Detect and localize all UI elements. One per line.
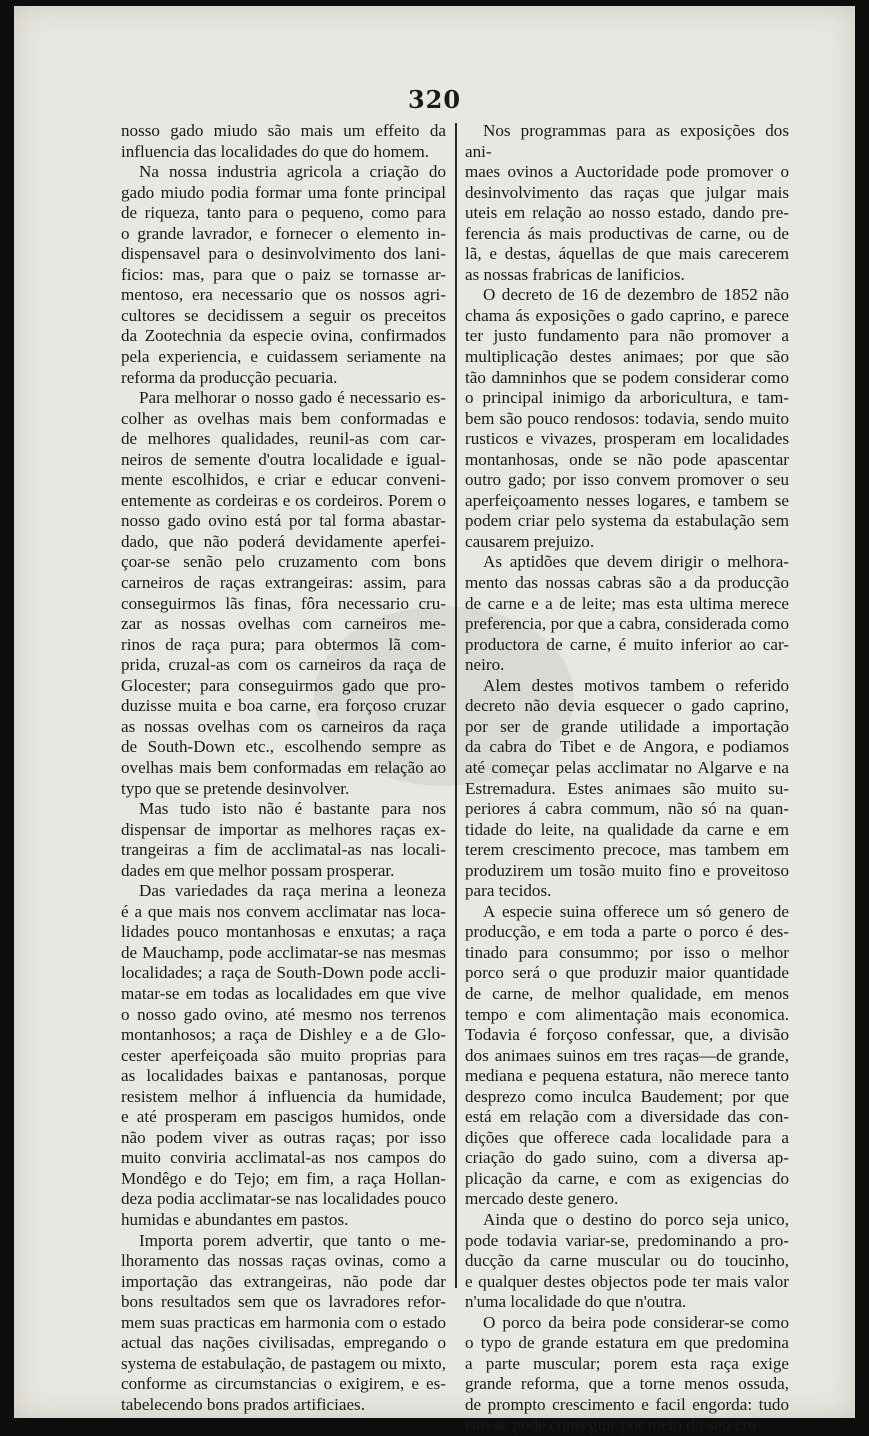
text-line: tão damninhos que se podem considerar como bbox=[465, 367, 789, 387]
page-number: 320 bbox=[407, 85, 462, 114]
text-line: muito conviria acclimatal-as nos campos do bbox=[121, 1148, 446, 1168]
text-line: trangeiras a fim de acclimatal-as nas locali- bbox=[121, 840, 446, 860]
text-line: dos animaes suinos em tres raças—de grande, bbox=[465, 1045, 789, 1065]
text-line: n'uma localidade do que n'outra. bbox=[465, 1292, 687, 1312]
text-line: podem criar pelo systema da estabulação sem bbox=[465, 511, 789, 531]
text-line: importação das extrangeiras, não pode dar bbox=[121, 1271, 446, 1291]
text-line: ovelhas mais bem conformadas em relação ao bbox=[121, 757, 446, 777]
text-line: ferencia ás mais productivas de carne, ou de bbox=[465, 223, 789, 243]
text-line: neiros de semente d'outra localidade e igual- bbox=[121, 449, 446, 469]
text-line: colher as ovelhas mais bem conformadas e bbox=[121, 408, 446, 428]
text-line: e qualquer destes objectos pode ter mais valor bbox=[465, 1271, 789, 1291]
paragraph bbox=[121, 881, 446, 1230]
text-line: bem são pouco rendosos: todavia, sendo muito bbox=[465, 408, 789, 428]
text-line: Estremadura. Estes animaes são muito su- bbox=[465, 778, 789, 798]
text-line: da cabra do Tibet e de Angora, e podiamos bbox=[465, 737, 789, 757]
text-line: lidades pouco montanhosas e enxutas; a raça bbox=[121, 922, 446, 942]
paragraph bbox=[465, 1313, 789, 1436]
text-line: Das variedades da raça merina a leoneza bbox=[139, 881, 446, 901]
text-line: ficios: mas, para que o paiz se tornasse ar- bbox=[121, 264, 446, 284]
text-line: deza podia acclimatar-se nas localidades pouco bbox=[121, 1189, 446, 1209]
text-line: tidade do leite, na qualidade da carne e em bbox=[465, 819, 789, 839]
text-line: Alem destes motivos tambem o referido bbox=[483, 675, 789, 695]
text-line: zar as nossas ovelhas com carneiros me- bbox=[121, 614, 446, 634]
text-line: Nos programmas para as exposições dos ani- bbox=[465, 121, 789, 161]
text-line: chama ás exposições o gado caprino, e parece bbox=[465, 305, 789, 325]
paragraph bbox=[121, 799, 446, 881]
text-line: de prompto crescimento e facil engorda: tudo bbox=[465, 1394, 789, 1414]
text-line: systema de estabulação, de pastagem ou mixto, bbox=[121, 1353, 446, 1373]
text-line: outro gado; por isso convem promover o seu bbox=[465, 470, 789, 490]
text-line: desinvolvimento das raças que julgar mais bbox=[465, 182, 789, 202]
text-line: desprezo como inculca Baudement; por que bbox=[465, 1086, 789, 1106]
text-line: Ainda que o destino do porco seja unico, bbox=[483, 1209, 789, 1229]
text-line: uteis em relação ao nosso estado, dando pre- bbox=[465, 203, 789, 223]
text-line: As aptidões que devem dirigir o melhora- bbox=[483, 552, 789, 572]
text-line: o nosso gado ovino, até mesmo nos terrenos bbox=[121, 1004, 446, 1024]
text-line: mediana e pequena estatura, não merece tanto bbox=[465, 1066, 789, 1086]
text-line: terem crescimento precoce, mas tambem em bbox=[465, 840, 789, 860]
text-line: não podem viver as outras raças; por isso bbox=[121, 1127, 446, 1147]
text-line: produzirem um tosão muito fino e proveitoso bbox=[465, 860, 789, 880]
text-line: typo que se pretende desinvolver. bbox=[121, 778, 350, 798]
text-line: e até prosperam em pascigos humidos, onde bbox=[121, 1107, 446, 1127]
text-line: dado, que não poderá devidamente aperfei- bbox=[121, 531, 446, 551]
text-line: localidades; a raça de South-Down pode accli- bbox=[121, 963, 446, 983]
text-line: A especie suina offerece um só genero de bbox=[483, 901, 789, 921]
text-line: influencia das localidades do que do homem. bbox=[121, 141, 430, 161]
text-line: carneiros de raças extrangeiras: assim, para bbox=[121, 573, 446, 593]
paragraph bbox=[465, 1210, 789, 1313]
text-line: Importa porem advertir, que tanto o me- bbox=[139, 1230, 446, 1250]
text-line: dades em que melhor possam prosperar. bbox=[121, 860, 395, 880]
left-column bbox=[121, 121, 446, 1415]
text-line: cester aperfeiçoada são muito proprias para bbox=[121, 1045, 446, 1065]
text-line: o principal inimigo da arboricultura, e tam- bbox=[465, 388, 789, 408]
paragraph bbox=[465, 552, 789, 675]
text-line: de melhores qualidades, reunil-as com car- bbox=[121, 429, 446, 449]
text-line: dispensavel para o desinvolvimento dos lani- bbox=[121, 244, 446, 264]
text-line: rusticos e vivazes, prosperam em localidades bbox=[465, 429, 789, 449]
text-line: grande reforma, que a torne menos ossuda, bbox=[465, 1374, 789, 1394]
text-line: tabelecendo bons prados artificiaes. bbox=[121, 1394, 365, 1414]
paragraph bbox=[121, 162, 446, 388]
text-line: actual das nações civilisadas, empregando o bbox=[121, 1333, 446, 1353]
text-line: para tecidos. bbox=[465, 881, 552, 901]
text-line: ter justo fundamento para não promover a bbox=[465, 326, 789, 346]
text-line: maes ovinos a Auctoridade pode promover o bbox=[465, 162, 789, 182]
text-line: criação do gado suino, com a diversa ap- bbox=[465, 1148, 789, 1168]
text-line: pode todavia variar-se, predominando a pro- bbox=[465, 1230, 789, 1250]
text-line: da Zootechnia da especie ovina, confirmados bbox=[121, 326, 446, 346]
text-line: as localidades baixas e pantanosas, porque bbox=[121, 1066, 446, 1086]
text-line: productora de carne, é muito inferior ao car- bbox=[465, 634, 789, 654]
text-line: nosso gado miudo são mais um effeito da bbox=[121, 121, 446, 140]
text-line: Para melhorar o nosso gado é necessario es- bbox=[139, 388, 446, 408]
text-line: as nossas ovelhas com os carneiros da raça bbox=[121, 716, 446, 736]
text-line: ducção da carne muscular ou do toucinho, bbox=[465, 1251, 789, 1271]
text-line: por ser de grande utilidade a importação bbox=[465, 716, 789, 736]
text-line: Mondêgo e do Tejo; em fim, a raça Hollan- bbox=[121, 1168, 446, 1188]
text-line: lhoramento das nossas raças ovinas, como a bbox=[121, 1251, 446, 1271]
text-line: reforma da producção pecuaria. bbox=[121, 367, 338, 387]
text-line: multiplicação destes animaes; por que são bbox=[465, 347, 789, 367]
paragraph bbox=[121, 121, 446, 162]
text-line: de carne e a de leite; mas esta ultima merece bbox=[465, 593, 789, 613]
text-line: O decreto de 16 de dezembro de 1852 não bbox=[483, 285, 789, 305]
text-line: Mas tudo isto não é bastante para nos bbox=[139, 799, 446, 819]
text-line: porco será o que produzir maior quantidade bbox=[465, 963, 789, 983]
paragraph bbox=[121, 1231, 446, 1416]
text-line: tempo e com alimentação mais economica. bbox=[465, 1004, 789, 1024]
text-line: çoar-se senão pelo cruzamento com bons bbox=[121, 552, 446, 572]
text-line: mentoso, era necessario que os nossos agri- bbox=[121, 285, 446, 305]
text-line: o typo de grande estatura em que predomina bbox=[465, 1333, 789, 1353]
text-line: montanhosas, onde se não pode apascentar bbox=[465, 449, 789, 469]
text-line: dispensar de importar as melhores raças ex- bbox=[121, 819, 446, 839]
text-line: O porco da beira pode considerar-se como bbox=[483, 1312, 789, 1332]
text-line: producção, e em toda a parte o porco é des- bbox=[465, 922, 789, 942]
paragraph bbox=[465, 902, 789, 1210]
text-line: duzisse muita e boa carne, era forçoso cruzar bbox=[121, 696, 446, 716]
paragraph bbox=[121, 388, 446, 799]
text-line: rinos de raça pura; para obtermos lã com- bbox=[121, 634, 446, 654]
text-line: de South-Down etc., escolhendo sempre as bbox=[121, 737, 446, 757]
text-line: tinado para consummo; por isso o melhor bbox=[465, 942, 789, 962]
text-line: Na nossa industria agricola a criação do bbox=[139, 162, 446, 182]
text-line: decreto não devia esquecer o gado caprino, bbox=[465, 696, 789, 716]
text-line: montanhosos; a raça de Dishley e a de Glo- bbox=[121, 1025, 446, 1045]
text-line: gado miudo podia formar uma fonte principal bbox=[121, 182, 446, 202]
text-line: periores á cabra commum, não só na quan- bbox=[465, 799, 789, 819]
text-line: Glocester; para conseguirmos gado que pro- bbox=[121, 675, 446, 695]
text-line: cultores se decidissem a seguir os preceitos bbox=[121, 305, 446, 325]
text-line: entemente as cordeiras e os cordeiros. Porem o bbox=[121, 490, 446, 510]
paragraph bbox=[465, 285, 789, 552]
text-line: mento das nossas cabras são a da producção bbox=[465, 573, 789, 593]
text-line: causarem prejuizo. bbox=[465, 531, 595, 551]
text-line: resistem melhor á influencia da humidade, bbox=[121, 1086, 446, 1106]
text-line: de riqueza, tanto para o pequeno, como para bbox=[121, 203, 446, 223]
text-line: mente escolhidos, e criar e educar conveni- bbox=[121, 470, 446, 490]
text-line: matar-se em todas as localidades em que vive bbox=[121, 983, 446, 1003]
text-line: dições que offerece cada localidade para a bbox=[465, 1127, 789, 1147]
right-column bbox=[465, 121, 789, 1436]
text-line: preferencia, por que a cabra, considerada como bbox=[465, 614, 789, 634]
text-line: isto se pode conseguir por meio do seu cru- bbox=[465, 1415, 763, 1435]
paragraph bbox=[465, 676, 789, 902]
text-line: plicação da carne, e com as exigencias do bbox=[465, 1168, 789, 1188]
text-line: é a que mais nos convem acclimatar nas loca- bbox=[121, 901, 446, 921]
text-line: o grande lavrador, e fornecer o elemento in- bbox=[121, 223, 446, 243]
text-line: mem suas practicas em harmonia com o estado bbox=[121, 1312, 446, 1332]
text-line: de carne, de melhor qualidade, em menos bbox=[465, 983, 789, 1003]
text-line: neiro. bbox=[465, 655, 505, 675]
text-line: Todavia é forçoso confessar, que, a divisão bbox=[465, 1025, 789, 1045]
text-line: bons resultados sem que os lavradores refor- bbox=[121, 1292, 446, 1312]
text-line: lã, e destas, áquellas de que mais carecerem bbox=[465, 244, 789, 264]
text-line: até começar pelas acclimatar no Algarve e na bbox=[465, 757, 789, 777]
text-line: nosso gado ovino está por tal forma abastar- bbox=[121, 511, 446, 531]
text-line: as nossas frabricas de lanificios. bbox=[465, 264, 685, 284]
text-line: a parte muscular; porem esta raça exige bbox=[465, 1353, 789, 1373]
text-line: prida, cruzal-as com os carneiros da raça de bbox=[121, 655, 446, 675]
column-divider bbox=[455, 123, 457, 1288]
text-line: mercado deste genero. bbox=[465, 1189, 619, 1209]
text-line: pela experiencia, e cuidassem seriamente na bbox=[121, 347, 446, 367]
text-line: humidas e abundantes em pastos. bbox=[121, 1209, 349, 1229]
text-line: está em relação com a diversidade das con- bbox=[465, 1107, 789, 1127]
paragraph bbox=[465, 121, 789, 285]
text-line: de Mauchamp, pode acclimatar-se nas mesmas bbox=[121, 942, 446, 962]
text-line: aperfeiçoamento nesses logares, e tambem se bbox=[465, 490, 789, 510]
text-line: conforme as circumstancias o exigirem, e es- bbox=[121, 1374, 446, 1394]
text-line: conseguirmos lãs finas, fôra necessario cru- bbox=[121, 593, 446, 613]
